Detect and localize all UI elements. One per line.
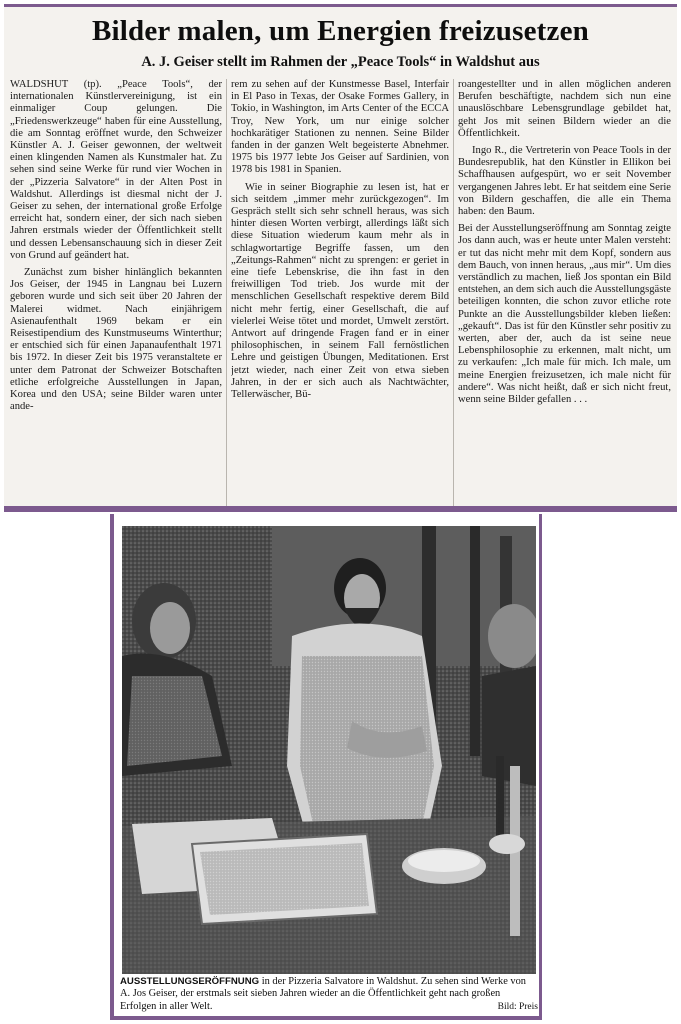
column-1-paragraph-1: WALDSHUT (tp). „Peace Tools“, der internationalen Künstlervereinigung, ist ein einmaliger Coup gelungen. Die „Friedenswerkzeuge“ haben für eine Ausstellung, die am Sonntag eröffnet wurde, den Schweizer Künstler A. J. Geiser gewonnen, der weltweit einen klingenden Namen als Kunstmaler hat. Zu sehen sind seine Werke für rund vier Wochen in der „Pizzeria Salvatore“ in der Alten Post in Waldshut. Allerdings ist diesmal nicht der J. Geiser zu sehen, der international große Erfolge erreicht hat, sondern einer, der sich nach sieben Jahren erstmals wieder der Öffentlichkeit stellt und dessen Lebensanschauung sich in dieser Zeit von Grund auf geändert hat. bbox=[10, 79, 222, 261]
newspaper-article bbox=[4, 4, 677, 512]
caption-title: AUSSTELLUNGSERÖFFNUNG bbox=[120, 976, 260, 987]
article-column-1 bbox=[10, 79, 222, 507]
article-column-2 bbox=[231, 79, 449, 507]
column-3-paragraph-2: Ingo R., die Vertreterin von Peace Tools in der Bundesrepublik, hat den Künstler in Ellikon bei Schaffhausen aufgespürt, wo er seit November vergangenen Jahres lebt. Er hat seitdem eine Serie von Bildern geschaffen, die alle ein Thema haben: den Baum. bbox=[458, 145, 671, 218]
exhibition-photo bbox=[122, 526, 536, 974]
column-1-paragraph-2: Zunächst zum bisher hinlänglich bekannten Jos Geiser, der 1945 in Langnau bei Luzern geboren wurde und sich seit über 20 Jahren der Malerei widmet. Nach einjährigem Asienaufenthalt 1969 bekam er ein Reisestipendium des Kunstmuseums Winterthur; er entschied sich für einen Japanaufenthalt 1971 bis 1972. In dieser Zeit bis 1975 veranstaltete er unter dem Patronat der Schweizer Botschaften etliche erfolgreiche Ausstellungen in Japan, Korea und den USA; seine Bilder waren unter ande- bbox=[10, 267, 222, 413]
exhibition-photo-illustration bbox=[122, 526, 536, 974]
column-2-paragraph-2: Wie in seiner Biographie zu lesen ist, hat er sich seitdem „immer mehr zurückgezogen“. Im Gespräch stellt sich sehr schnell heraus, was sich hinter diesen Worten verbirgt, allerdings läßt sich diese Situation wiederum kaum mehr als in schlagwortartige Begriffe fassen, um den „Zeitungs-Rahmen“ nicht zu sprengen: er geriet in eine tiefe Lebenskrise, die ihn fast in den freiwilligen Tod trieb. Jos wurde mit der menschlichen Gesellschaft respektive derem Bild nicht mehr fertig, einer Gesellschaft, die auf vielerlei Weise tötet und mordet, Umwelt zerstört. Antwort auf dringende Fragen fand er in einer philosophischen, in seinem Fall fernöstlichen Lehre und geistigen Übungen, Meditationen. Erst jetzt wieder, nach einer Zeit von etwa sieben Jahren, in der er sich auch als Nachtwächter, Tellerwäscher, Bü- bbox=[231, 181, 449, 401]
column-3-paragraph-3: Bei der Ausstellungseröffnung am Sonntag zeigte Jos dann auch, was er heute unter Malen versteht: er tut das nicht mehr mit dem Kopf, sondern aus dem Bauch, von innen heraus, „aus mir“. Um dies verständlich zu machen, ließ Jos spontan ein Bild entstehen, an dem sich auch die Ausstellungsgäste beteiligen konnten, die schon zuvor etliche rote Punkte an die Ausstellungsbilder kleben ließen: „gekauft“. Das ist für den Künstler sehr positiv zu werten, aber der, auch da ist seine neue Lebensphilosophie zu erkennen, malt nicht, um zu verkaufen: „Ich male für mich. Ich male, um meine Energien freizusetzen, ich male nicht für andere“. Was nicht heißt, daß er sich nicht freut, wenn seine Bilder gefallen . . . bbox=[458, 223, 671, 406]
column-divider bbox=[226, 79, 227, 507]
caption-text: in der Pizzeria Salvatore in Waldshut. Zu sehen sind Werke von A. Jos Geiser, der erstmals seit sieben Jahren wieder an die Öffentlichkeit geht nach großen Erfolgen in aller Welt. bbox=[120, 976, 526, 1012]
article-column-3 bbox=[458, 79, 671, 507]
photo-credit: Bild: Preis bbox=[497, 1001, 538, 1012]
column-divider bbox=[453, 79, 454, 507]
column-2-paragraph-1: rem zu sehen auf der Kunstmesse Basel, Interfair in El Paso in Texas, der Osake Formes Gallery, in Tokio, in Washington, im Arts Center of the ECCA Troy, New York, um nur einige solcher hochkarätiger Stationen zu nennen. Seine Bilder fanden in der ganzen Welt begeisterte Abnehmer. 1975 bis 1977 lebte Jos Geiser auf Sardinien, von 1978 bis 1981 in Spanien. bbox=[231, 79, 449, 176]
photo-caption bbox=[120, 976, 538, 1013]
article-subheadline: A. J. Geiser stellt im Rahmen der „Peace Tools“ in Waldshut aus bbox=[141, 54, 540, 70]
article-headline: Bilder malen, um Energien freizusetzen bbox=[91, 15, 590, 47]
photo-clipping bbox=[110, 514, 542, 1020]
column-3-paragraph-1: roangestellter und in allen möglichen anderen Berufen beschäftigte, nachdem sich nun eine unauslöschbare Lebensgrundlage gebildet hat, geht Jos mit seinen Bildern wieder an die Öffentlichkeit. bbox=[458, 79, 671, 139]
